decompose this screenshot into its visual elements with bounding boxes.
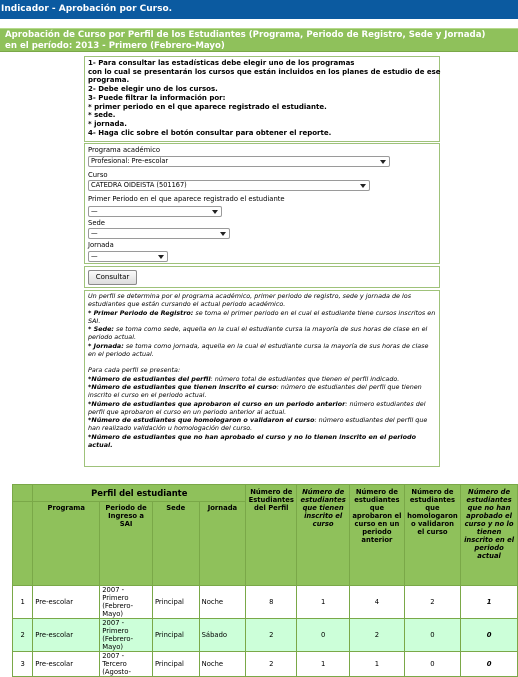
- cell-periodo: 2007 - Tercero (Agosto-: [100, 652, 153, 677]
- instruction-line: * sede.: [88, 111, 116, 120]
- description-item: [88, 342, 436, 359]
- description-item: [88, 400, 436, 417]
- col-header: Jornada: [199, 502, 246, 586]
- report-title: Aprobación de Curso por Perfil de los Estudiantes (Programa, Periodo de Registro, Sede y Jornada): [5, 30, 486, 40]
- app-title: Indicador - Aprobación por Curso.: [1, 4, 173, 14]
- cell-n-no-aprobado: 0: [461, 652, 518, 677]
- description-text: se toma el primer periodo en el cual el estudiante tiene cursos inscritos en SAI.: [88, 308, 436, 325]
- sede-select[interactable]: [88, 228, 230, 239]
- cell-n-no-aprobado: 0: [461, 619, 518, 652]
- description-text: : número estudiantes del perfil que aprobaron el curso en un periodo anterior al actual.: [88, 399, 426, 416]
- cell-n-homologaron: 0: [404, 652, 460, 677]
- chevron-down-icon: [158, 255, 164, 259]
- description-subtitle: Para cada perfil se presenta:: [88, 366, 181, 375]
- instruction-line: 1- Para consultar las estadísticas debe elegir uno de los programas: [88, 59, 355, 67]
- chevron-down-icon: [212, 210, 218, 214]
- jornada-select-value: —: [91, 252, 98, 260]
- filters-panel: [84, 143, 440, 264]
- instruction-line: * jornada.: [88, 119, 127, 128]
- sede-select-value: —: [91, 229, 98, 237]
- instruction-line: 2- Debe elegir uno de los cursos.: [88, 85, 218, 94]
- cell-jornada: Sábado: [199, 619, 246, 652]
- actions-panel: [84, 266, 440, 288]
- table-corner: [13, 502, 33, 586]
- sede-label: Sede: [88, 219, 105, 227]
- row-index: 1: [13, 586, 33, 619]
- jornada-select[interactable]: [88, 251, 168, 262]
- description-term: *Número de estudiantes que no han aprobado el curso y no lo tienen inscrito en el periodo actual.: [88, 432, 416, 450]
- table-row: [13, 652, 518, 677]
- cell-sede: Principal: [152, 586, 199, 619]
- instruction-line: 4- Haga clic sobre el botón consultar para obtener el reporte.: [88, 128, 332, 137]
- instruction-line: 3- Puede filtrar la información por:: [88, 93, 226, 102]
- programa-select-value: Profesional: Pre-escolar: [91, 157, 169, 165]
- cell-programa: Pre-escolar: [33, 652, 100, 677]
- cell-periodo: 2007 - Primero (Febrero-Mayo): [100, 586, 153, 619]
- cell-jornada: Noche: [199, 586, 246, 619]
- cell-n-aprobaron: 1: [350, 652, 405, 677]
- programa-select[interactable]: [88, 156, 390, 167]
- periodo-select-value: —: [91, 207, 98, 215]
- description-term: *Número de estudiantes que homologaron o validaron el curso: [88, 416, 315, 425]
- col-header: Número de estudiantes que aprobaron el curso en un periodo anterior: [350, 485, 405, 586]
- curso-select[interactable]: [88, 180, 370, 191]
- app-title-bar: [0, 0, 518, 19]
- jornada-label: Jornada: [88, 241, 114, 249]
- programa-label: Programa académico: [88, 146, 160, 154]
- cell-n-homologaron: 2: [404, 586, 460, 619]
- cell-n-perfil: 8: [246, 586, 297, 619]
- instructions-panel: [84, 56, 440, 142]
- col-header: Sede: [152, 502, 199, 586]
- description-term: *Número de estudiantes que aprobaron el curso en un periodo anterior: [88, 399, 346, 408]
- cell-programa: Pre-escolar: [33, 619, 100, 652]
- cell-n-perfil: 2: [246, 652, 297, 677]
- description-text: se toma como sede, aquella en la cual el estudiante cursa la mayoría de sus horas de clase en el periodo actual.: [88, 325, 428, 342]
- cell-n-inscrito: 1: [297, 586, 350, 619]
- periodo-label: Primer Periodo en el que aparece registrado el estudiante: [88, 195, 285, 203]
- curso-select-value: CATEDRA OIDEISTA (501167): [91, 181, 187, 189]
- col-header: Periodo de Ingreso a SAI: [100, 502, 153, 586]
- instruction-line: programa.: [88, 76, 130, 85]
- description-panel: [84, 290, 440, 467]
- description-item: [88, 375, 436, 383]
- table-row: [13, 619, 518, 652]
- periodo-select[interactable]: [88, 206, 222, 217]
- instruction-line: con lo cual se presentarán los cursos que están incluidos en los planes de estudio de ese: [88, 67, 441, 76]
- description-item: [88, 383, 436, 400]
- curso-label: Curso: [88, 171, 108, 179]
- cell-n-homologaron: 0: [404, 619, 460, 652]
- description-term: * Sede:: [88, 325, 114, 334]
- row-index: 2: [13, 619, 33, 652]
- report-period: en el período: 2013 - Primero (Febrero-Mayo): [5, 41, 225, 51]
- cell-n-no-aprobado: 1: [461, 586, 518, 619]
- description-text: se toma como jornada, aquella en la cual el estudiante cursa la mayoría de sus horas de clase en el periodo actual.: [88, 341, 429, 359]
- description-item: [88, 416, 436, 433]
- description-term: * Jornada:: [88, 341, 124, 350]
- col-header: Número de Estudiantes del Perfil: [246, 485, 297, 586]
- description-text: : número de estudiantes del perfil que tienen inscrito el curso en el periodo actual.: [88, 382, 422, 400]
- report-header: [0, 28, 518, 52]
- col-header: Programa: [33, 502, 100, 586]
- cell-sede: Principal: [152, 619, 199, 652]
- description-term: *Número de estudiantes que tienen inscrito el curso: [88, 382, 277, 391]
- description-term: *Número de estudiantes del perfil: [88, 374, 211, 383]
- results-table: [12, 484, 518, 677]
- cell-sede: Principal: [152, 652, 199, 677]
- description-item: [88, 433, 436, 450]
- cell-jornada: Noche: [199, 652, 246, 677]
- cell-n-aprobaron: 2: [350, 619, 405, 652]
- row-index: 3: [13, 652, 33, 677]
- description-text: : número estudiantes del perfil que han realizado validación u homologación del curso.: [88, 416, 428, 433]
- description-item: [88, 325, 436, 342]
- cell-periodo: 2007 - Primero (Febrero-Mayo): [100, 619, 153, 652]
- description-term: * Primer Periodo de Registro:: [88, 308, 194, 317]
- col-header: Número de estudiantes que no han aprobado el curso y no lo tienen inscrito en el periodo actual: [461, 485, 518, 586]
- col-header: Número de estudiantes que tienen inscrito el curso: [297, 485, 350, 586]
- col-header: Número de estudiantes que homologaron o validaron el curso: [404, 485, 460, 586]
- chevron-down-icon: [220, 232, 226, 236]
- cell-n-aprobaron: 4: [350, 586, 405, 619]
- cell-n-perfil: 2: [246, 619, 297, 652]
- cell-n-inscrito: 1: [297, 652, 350, 677]
- description-intro: Un perfil se determina por el programa académico, primer periodo de registro, sede y jornada de los estudiantes que están cursando el actual periodo académico.: [88, 292, 412, 309]
- description-text: : número total de estudiantes que tienen el perfil indicado.: [210, 374, 400, 383]
- chevron-down-icon: [380, 160, 386, 164]
- instruction-line: * primer periodo en el que aparece registrado el estudiante.: [88, 102, 327, 111]
- cell-n-inscrito: 0: [297, 619, 350, 652]
- table-corner: [13, 485, 33, 502]
- table-row: [13, 586, 518, 619]
- description-item: [88, 309, 436, 326]
- chevron-down-icon: [360, 184, 366, 188]
- cell-programa: Pre-escolar: [33, 586, 100, 619]
- consultar-button[interactable]: Consultar: [88, 270, 137, 285]
- group-header: Perfil del estudiante: [33, 485, 246, 502]
